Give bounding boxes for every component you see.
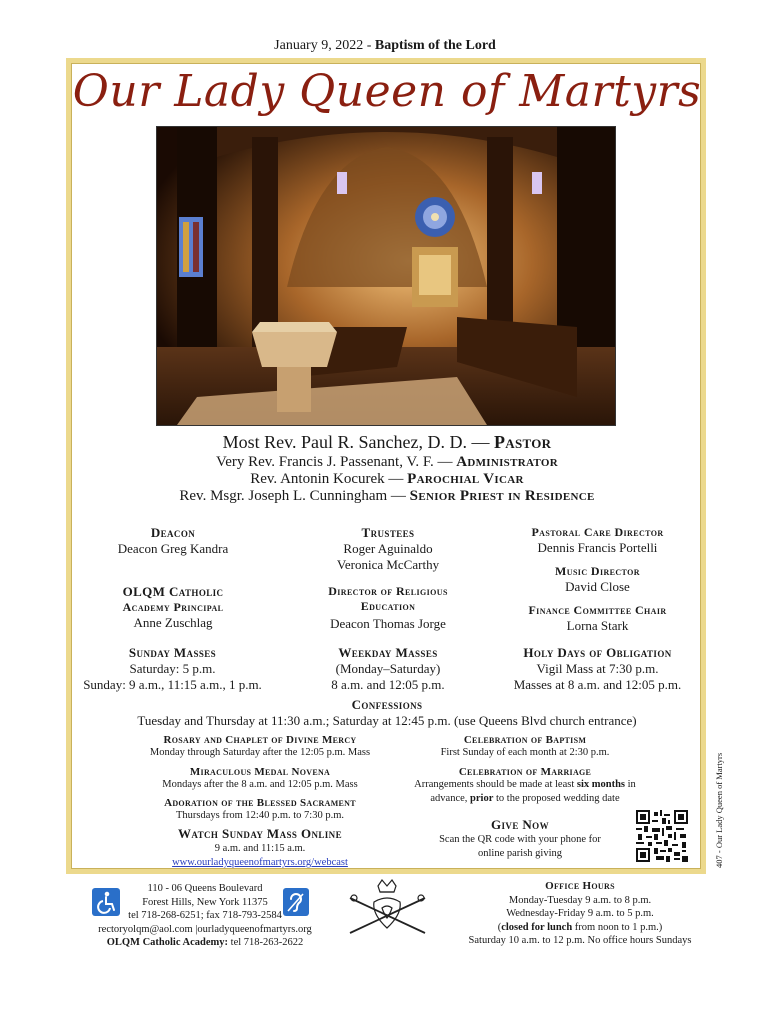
academy-principal-name: Anne Zuschlag — [133, 615, 213, 630]
weekday-masses-line: (Monday–Saturday) — [335, 661, 441, 676]
give-now-block — [420, 817, 620, 861]
rosary-text: Monday through Saturday after the 12:05 p.m. Mass — [149, 747, 371, 758]
marriage-block — [395, 766, 655, 806]
novena-title: Miraculous Medal Novena — [189, 766, 331, 778]
contact-block — [70, 882, 340, 950]
email-website[interactable]: rectoryolqm@aol.com |ourladyqueenofmartyrs.org — [98, 923, 312, 935]
give-now-title: Give Now — [491, 817, 549, 832]
church-interior-photo — [156, 126, 616, 426]
office-hours-title: Office Hours — [545, 880, 615, 892]
rosary-block — [110, 734, 410, 760]
office-hours-line: Monday-Tuesday 9 a.m. to 8 p.m. — [508, 894, 652, 906]
holy-days-block — [495, 645, 700, 693]
pastoral-care-name: Dennis Francis Portelli — [537, 540, 658, 555]
rosary-title: Rosary and Chaplet of Divine Mercy — [163, 734, 357, 746]
music-director-title: Music Director — [555, 564, 640, 578]
marriage-line-2 — [395, 792, 655, 806]
office-hours-line: Saturday 10 a.m. to 12 p.m. No office hours Sundays — [468, 935, 692, 946]
academy-principal-block — [88, 584, 258, 631]
academy-label: OLQM Catholic Academy: — [106, 937, 229, 948]
clergy-administrator — [72, 454, 702, 471]
finance-chair-block — [500, 603, 695, 634]
confessions-block — [72, 697, 702, 729]
administrator-role: Administrator — [456, 454, 558, 470]
senior-priest-name: Rev. Msgr. Joseph L. Cunningham — — [179, 488, 410, 504]
deacon-block — [88, 525, 258, 557]
weekday-masses-block — [298, 645, 478, 693]
online-mass-times: 9 a.m. and 11:15 a.m. — [214, 843, 306, 854]
feast-text: Baptism of the Lord — [374, 38, 496, 53]
pastoral-care-block — [500, 525, 695, 556]
deacon-title: Deacon — [150, 525, 196, 540]
sunday-masses-title: Sunday Masses — [128, 645, 217, 660]
academy-title-1: OLQM Catholic — [122, 584, 224, 599]
side-note-anchor — [714, 752, 724, 878]
trustees-block — [298, 525, 478, 573]
music-director-name: David Close — [565, 579, 630, 594]
give-now-text: Scan the QR code with your phone for — [439, 834, 601, 845]
finance-chair-title: Finance Committee Chair — [528, 603, 667, 617]
academy-phone-line — [70, 936, 340, 950]
baptism-block — [405, 734, 645, 760]
give-now-text: online parish giving — [478, 848, 562, 859]
adoration-text: Thursdays from 12:40 p.m. to 7:30 p.m. — [176, 810, 344, 821]
trustee-name: Veronica McCarthy — [336, 557, 440, 572]
trustees-title: Trustees — [361, 525, 415, 540]
religious-ed-block — [298, 584, 478, 632]
office-hours-text: from noon to 1 p.m.) — [572, 921, 663, 933]
side-note: 407 - Our Lady Queen of Martyrs — [714, 752, 724, 868]
marriage-line-1 — [395, 778, 655, 792]
baptism-text: First Sunday of each month at 2:30 p.m. — [440, 747, 610, 758]
office-hours-emphasis: closed for lunch — [501, 921, 573, 933]
marriage-emphasis: prior — [470, 793, 494, 804]
webcast-link[interactable]: www.ourladyqueenofmartyrs.org/webcast — [172, 857, 348, 868]
parish-title: Our Lady Queen of Martyrs — [72, 66, 702, 117]
novena-block — [110, 766, 410, 792]
adoration-block — [110, 797, 410, 823]
confessions-text: Tuesday and Thursday at 11:30 a.m.; Saturday at 12:45 p.m. (use Queens Blvd church entrance) — [137, 713, 637, 728]
trustee-name: Roger Aguinaldo — [343, 541, 433, 556]
baptism-title: Celebration of Baptism — [463, 734, 587, 746]
pastor-name: Most Rev. Paul R. Sanchez, D. D. — — [222, 432, 494, 452]
office-hours-block — [455, 880, 705, 948]
phone-fax: tel 718-268-6251; fax 718-793-2584 — [128, 910, 282, 921]
marriage-text: advance, — [430, 793, 471, 804]
pastoral-care-title: Pastoral Care Director — [531, 525, 664, 539]
clergy-senior-priest — [72, 488, 702, 505]
holy-days-line: Vigil Mass at 7:30 p.m. — [536, 661, 659, 676]
marriage-text: to the proposed wedding date — [493, 793, 620, 804]
sunday-masses-line: Saturday: 5 p.m. — [129, 661, 216, 676]
office-hours-lunch — [455, 921, 705, 935]
weekday-masses-line: 8 a.m. and 12:05 p.m. — [331, 677, 445, 692]
weekday-masses-title: Weekday Masses — [338, 645, 438, 660]
religious-ed-name: Deacon Thomas Jorge — [330, 616, 446, 631]
holy-days-line: Masses at 8 a.m. and 12:05 p.m. — [513, 677, 682, 692]
papal-crest-icon — [340, 878, 435, 943]
marriage-text: Arrangements should be made at least — [414, 779, 577, 790]
clergy-vicar — [72, 471, 702, 488]
academy-phone: tel 718-263-2622 — [228, 937, 304, 948]
office-hours-text: ( — [497, 921, 502, 933]
sunday-masses-line: Sunday: 9 a.m., 11:15 a.m., 1 p.m. — [83, 677, 262, 692]
address-line-2: Forest Hills, New York 11375 — [142, 896, 268, 908]
address-line-1: 110 - 06 Queens Boulevard — [147, 883, 263, 894]
pastor-role: Pastor — [493, 432, 552, 452]
religious-ed-title-2: Education — [360, 599, 416, 613]
marriage-text: in — [625, 779, 636, 790]
giving-qr-code[interactable] — [636, 810, 688, 862]
vicar-role: Parochial Vicar — [407, 471, 524, 487]
online-mass-block — [110, 826, 410, 870]
administrator-name: Very Rev. Francis J. Passenant, V. F. — — [216, 454, 457, 470]
bulletin-date — [0, 38, 770, 54]
music-director-block — [500, 564, 695, 595]
sunday-masses-block — [80, 645, 265, 693]
marriage-title: Celebration of Marriage — [458, 766, 592, 778]
vicar-name: Rev. Antonin Kocurek — — [250, 471, 408, 487]
senior-priest-role: Senior Priest in Residence — [409, 488, 595, 504]
finance-chair-name: Lorna Stark — [566, 618, 629, 633]
academy-title-2: Academy Principal — [122, 600, 224, 614]
marriage-emphasis: six months — [576, 779, 626, 790]
online-mass-title: Watch Sunday Mass Online — [178, 826, 342, 841]
date-text: January 9, 2022 - — [274, 38, 375, 53]
confessions-title: Confessions — [351, 697, 423, 712]
clergy-pastor — [72, 432, 702, 453]
religious-ed-title-1: Director of Religious — [328, 584, 448, 598]
deacon-name: Deacon Greg Kandra — [117, 541, 229, 556]
office-hours-line: Wednesday-Friday 9 a.m. to 5 p.m. — [506, 908, 654, 919]
novena-text: Mondays after the 8 a.m. and 12:05 p.m. Mass — [162, 779, 358, 790]
adoration-title: Adoration of the Blessed Sacrament — [164, 797, 356, 809]
holy-days-title: Holy Days of Obligation — [523, 645, 672, 660]
